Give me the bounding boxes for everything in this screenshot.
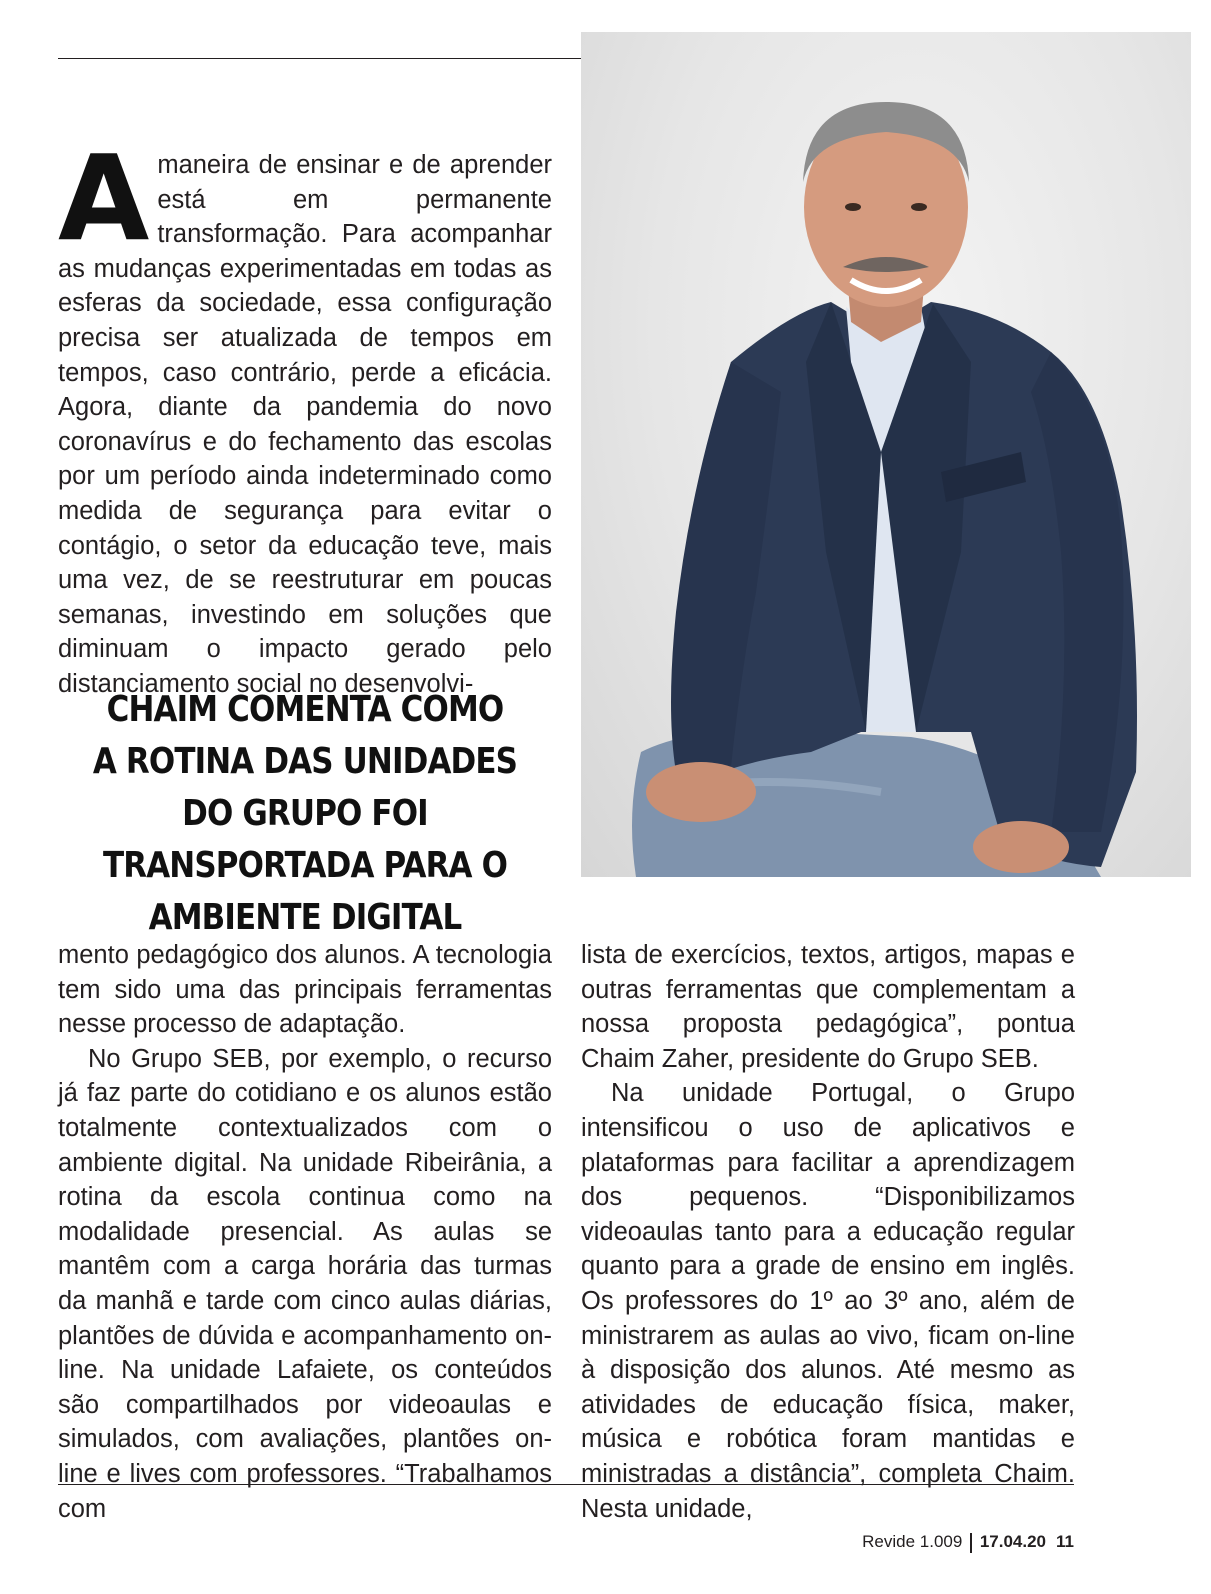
bottom-rule [58, 1484, 1074, 1485]
pull-quote-headline: CHAIM COMENTA COMO A ROTINA DAS UNIDADES DO GRUPO FOI TRANSPORTADA PARA O AMBIENTE DIGITAL [92, 689, 518, 938]
footer-publication: Revide 1.009 [862, 1532, 963, 1551]
drop-cap: A [58, 129, 150, 267]
footer-separator [970, 1533, 972, 1553]
intro-text: maneira de ensinar e de aprender está em permanente transformação. Para acompanhar as mudanças experimentadas em todas as esferas da sociedade, essa configuração precisa ser atualizada de tempos em tempos, caso contrário, perde a eficácia. Agora, diante da pandemia do novo coronavírus e do fechamento das escolas por um período ainda indeterminado como medida de segurança para evitar o contágio, o setor da educação teve, mais uma vez, de se reestruturar em poucas semanas, investindo em soluções que diminuam o impacto gerado pelo distanciamento social no desenvolvi- [58, 151, 552, 698]
right-paragraph-2: Na unidade Portugal, o Grupo intensificou o uso de aplicativos e plataformas para facilitar a aprendizagem dos pequenos. “Disponibilizamos videoaulas tanto para a educação regular quanto para a grade de ensino em inglês. Os professores do 1º ao 3º ano, além de ministrarem as aulas ao vivo, ficam on-line à disposição dos alunos. Até mesmo as atividades de educação física, maker, música e robótica foram mantidas e ministradas a distância”, completa Chaim. Nesta unidade, [581, 1079, 1075, 1523]
left-paragraph-2: No Grupo SEB, por exemplo, o recurso já faz parte do cotidiano e os alunos estão totalmente contextualizados com o ambiente digital. Na unidade Ribeirânia, a rotina da escola continua como na modalidade presencial. As aulas se mantêm com a carga horária das turmas da manhã e tarde com cinco aulas diárias, plantões de dúvida e acompanhamento on-line. Na unidade Lafaiete, os conteúdos são compartilhados por videoaulas e simulados, com avaliações, plantões on-line e lives com professores. “Trabalhamos com [58, 1044, 552, 1523]
page-footer [862, 1532, 1074, 1553]
right-column [581, 938, 1075, 1526]
page-number: 11 [1056, 1532, 1074, 1551]
left-paragraph-1: mento pedagógico dos alunos. A tecnologia tem sido uma das principais ferramentas nesse processo de adaptação. [58, 941, 552, 1039]
intro-paragraph [58, 129, 552, 702]
right-paragraph-1: lista de exercícios, textos, artigos, mapas e outras ferramentas que complementam a nossa proposta pedagógica”, pontua Chaim Zaher, presidente do Grupo SEB. [581, 941, 1075, 1073]
top-rule [58, 58, 581, 59]
portrait-photo [581, 32, 1191, 877]
left-column [58, 938, 552, 1526]
footer-date: 17.04.20 [979, 1532, 1047, 1551]
